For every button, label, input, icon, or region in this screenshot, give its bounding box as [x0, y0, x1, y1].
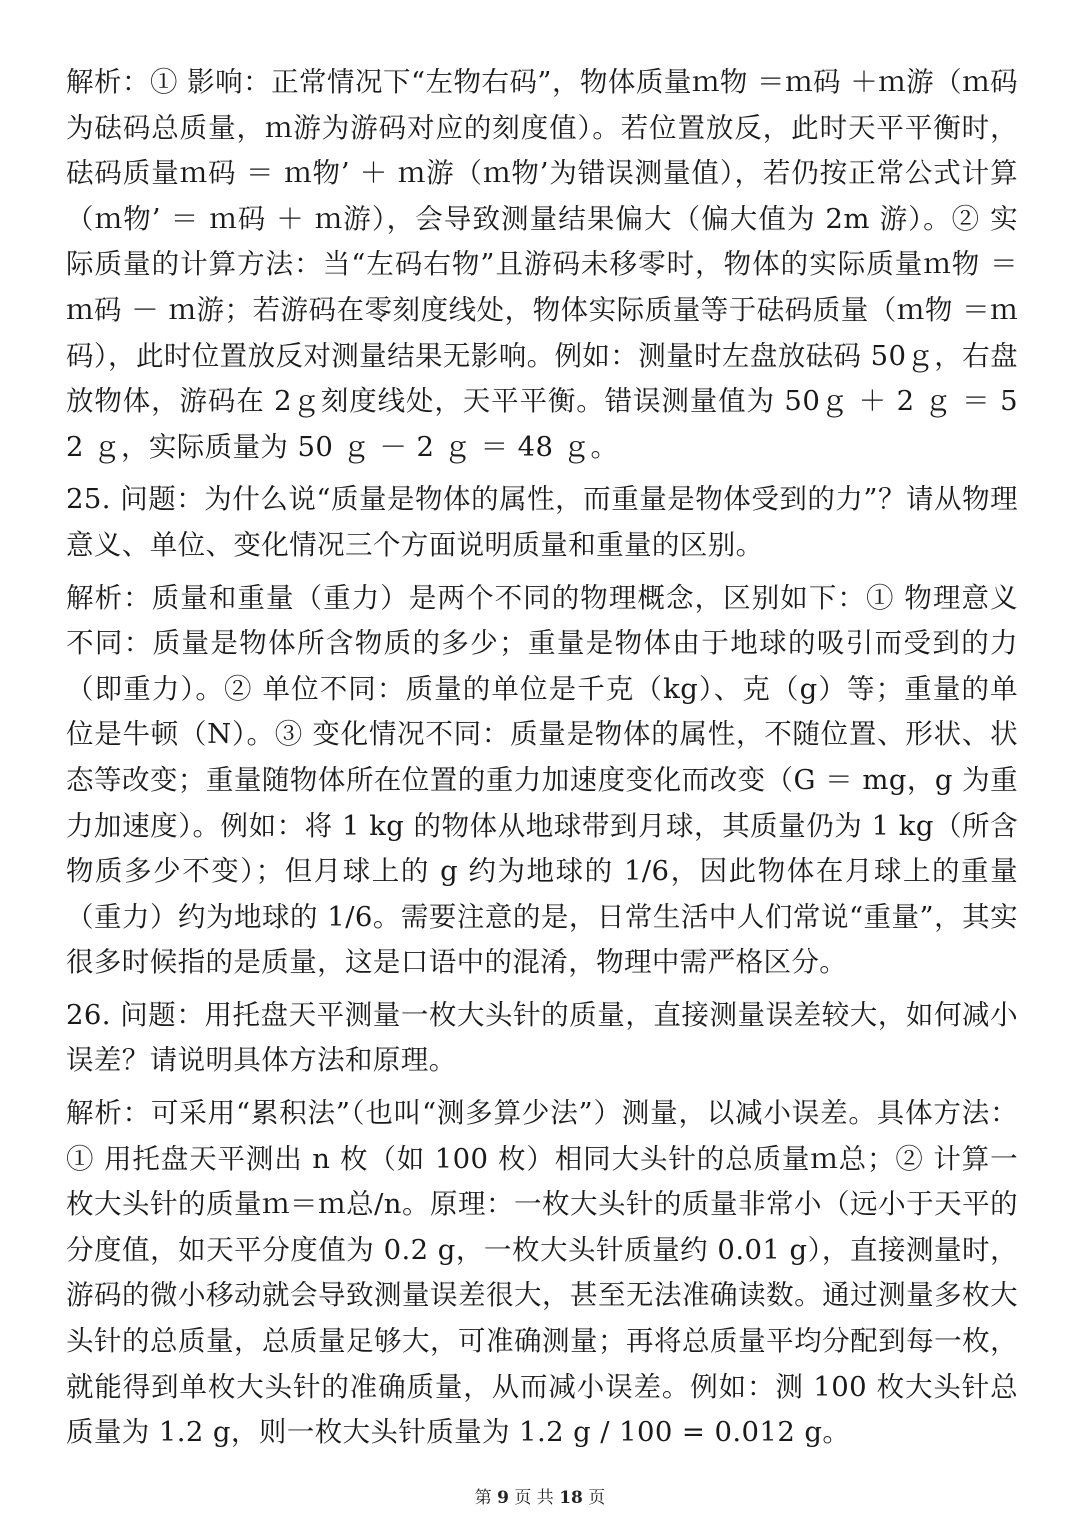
page-footer	[0, 1483, 1080, 1508]
question-26: 26. 问题：用托盘天平测量一枚大头针的质量，直接测量误差较大，如何减小误差？请说明具体方法和原理。	[66, 998, 1018, 1077]
question-25: 25. 问题：为什么说“质量是物体的属性，而重量是物体受到的力”？请从物理意义、单位、变化情况三个方面说明质量和重量的区别。	[66, 483, 1018, 561]
answer-paragraph-25: 解析：质量和重量（重力）是两个不同的物理概念，区别如下：① 物理意义不同：质量是物体所含物质的多少；重量是物体由于地球的吸引而受到的力（即重力）。② 单位不同：质量的单位是千克（kg）、克（g）等；重量的单位是牛顿（N）。③ 变化情况不同：质量是物体的属性，不随位置、形状、状态等改变；重量随物体所在位置的重力加速度变化而改变（G ＝ mg，g 为重力加速度）。例如：将 1 kg 的物体从地球带到月球，其质量仍为 1 kg（所含物质多少不变）；但月球上的 g 约为地球的 1/6，因此物体在月球上的重量（重力）约为地球的 1/6。需要注意的是，日常生活中人们常说“重量”，其实很多时候指的是质量，这是口语中的混淆，物理中需严格区分。	[66, 581, 1018, 979]
answer-paragraph-26: 解析：可采用“累积法”（也叫“测多算少法”）测量，以减小误差。具体方法：① 用托盘天平测出 n 枚（如 100 枚）相同大头针的总质量ｍ总；② 计算一枚大头针的质量ｍ＝ｍ总/n。原理：一枚大头针的质量非常小（远小于天平的分度值，如天平分度值为 0.2 g，一枚大头针质量约 0.01 g），直接测量时，游码的微小移动就会导致测量误差很大，甚至无法准确读数。通过测量多枚大头针的总质量，总质量足够大，可准确测量；再将总质量平均分配到每一枚，就能得到单枚大头针的准确质量，从而减小误差。例如：测 100 枚大头针总质量为 1.2 g，则一枚大头针质量为 1.2 g / 100 = 0.012 g。	[66, 1097, 1018, 1449]
footer-prefix: 第	[474, 1488, 492, 1508]
answer-paragraph-24: 解析：① 影响：正常情况下“左物右码”，物体质量ｍ物 ＝ｍ码 ＋ｍ游（ｍ码为砝码总质量，ｍ游为游码对应的刻度值）。若位置放反，此时天平平衡时，砝码质量ｍ码 ＝ ｍ物’ ＋ ｍ游（ｍ物’为错误测量值），若仍按正常公式计算（ｍ物’ ＝ ｍ码 ＋ ｍ游），会导致测量结果偏大（偏大值为 2m 游）。② 实际质量的计算方法：当“左码右物”且游码未移零时，物体的实际质量ｍ物 ＝ ｍ码 － ｍ游；若游码在零刻度线处，物体实际质量等于砝码质量（ｍ物 ＝ｍ码），此时位置放反对测量结果无影响。例如：测量时左盘放砝码 50ｇ，右盘放物体，游码在 2ｇ刻度线处，天平平衡。错误测量值为 50ｇ ＋ 2 ｇ ＝ 52 ｇ，实际质量为 50 ｇ － 2 ｇ ＝ 48 ｇ。	[66, 66, 1018, 463]
footer-page-number: 9	[497, 1488, 509, 1508]
footer-total-pages: 18	[559, 1488, 583, 1508]
footer-middle: 页 共	[514, 1488, 554, 1508]
document-body	[66, 60, 1018, 1463]
footer-suffix: 页	[588, 1488, 606, 1508]
